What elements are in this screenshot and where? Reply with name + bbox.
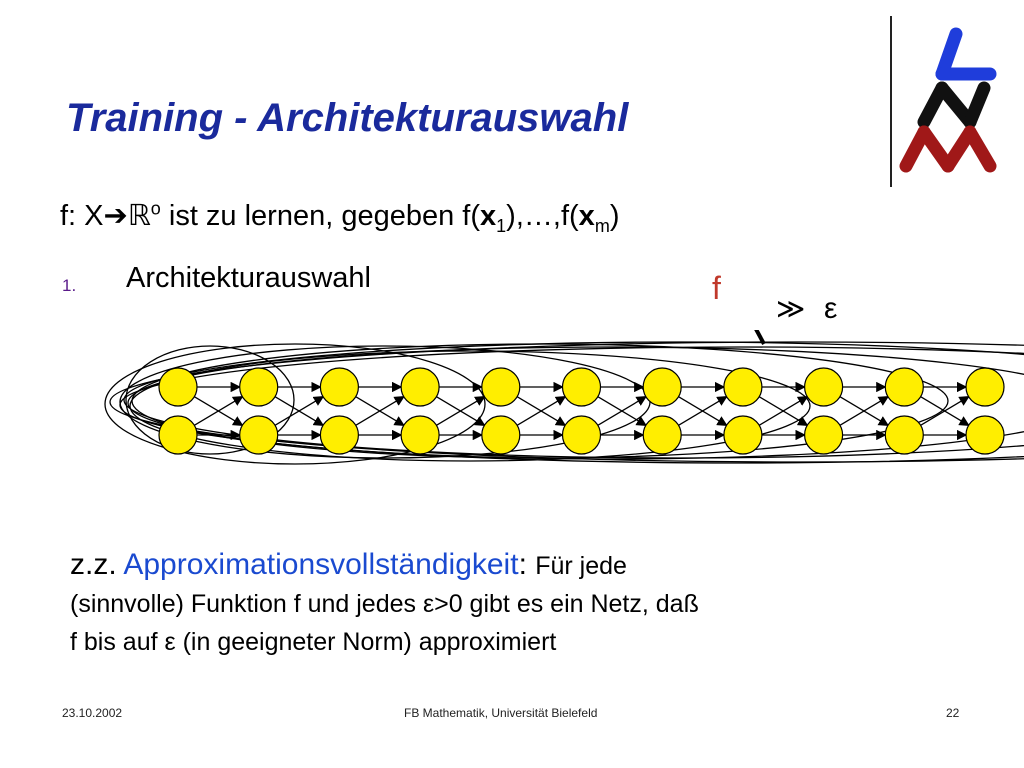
network-node [563,368,601,406]
list-item: Architekturauswahl [126,262,371,294]
network-node [724,368,762,406]
divider-line [890,16,892,187]
network-node [320,368,358,406]
network-node [724,416,762,454]
footer-date: 23.10.2002 [62,706,123,720]
network-node [482,416,520,454]
network-node [159,416,197,454]
network-node [482,368,520,406]
list-number: 1. [62,276,77,295]
network-node [401,416,439,454]
network-node [805,368,843,406]
slide-title: Training - Architekturauswahl [66,96,629,140]
network-node [966,368,1004,406]
network-node [805,416,843,454]
network-node [885,416,923,454]
network-node [401,368,439,406]
much-greater-symbol: ≫ [776,293,806,324]
network-node [563,416,601,454]
network-node [240,368,278,406]
footer-page-number: 22 [946,706,960,720]
network-node [966,416,1004,454]
network-node [643,368,681,406]
network-node [159,368,197,406]
approximation-term: Approximationsvollständigkeit [123,548,519,581]
f-label: f [712,270,721,306]
network-diagram [100,330,1024,490]
network-node [643,416,681,454]
network-node [240,416,278,454]
approximation-paragraph: z.z. Approximationsvollständigkeit: Für jede (sinnvolle) Funktion f und jedes ε>0 gibt es ein Netz, daß f bis auf ε (in geeigneter Norm) approximiert [70,548,699,656]
network-node [320,416,358,454]
footer-institution: FB Mathematik, Universität Bielefeld [404,706,598,720]
university-logo-icon [898,26,998,176]
epsilon-symbol: ε [824,292,838,325]
network-node [885,368,923,406]
problem-statement: f: X➔ℝ$^o$ ist zu lernen, gegeben $f(x_1),\dots,f(x_m)$ [60,198,620,236]
